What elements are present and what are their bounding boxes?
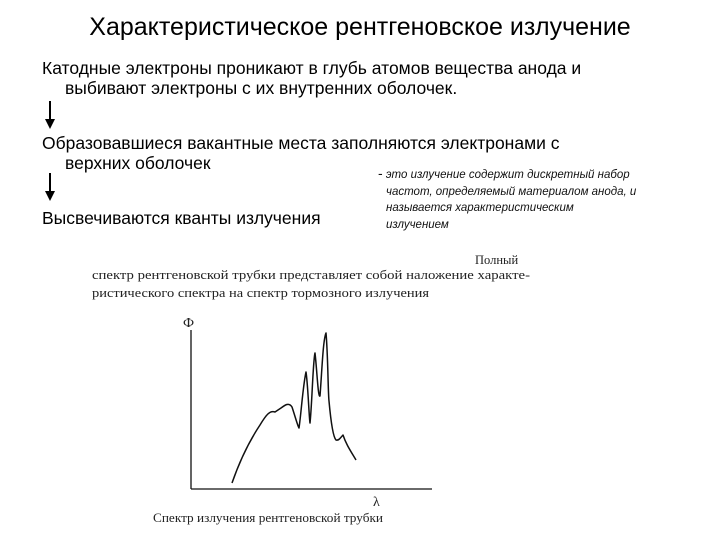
side-note-line-1 <box>378 165 713 184</box>
slide-title: Характеристическое рентгеновское излучение <box>89 13 631 41</box>
down-arrow-icon <box>43 172 57 202</box>
note-dash: - <box>378 165 383 181</box>
note-line-text: это излучение содержит дискретный набор <box>385 169 630 181</box>
figure-caption-right-top: Полный <box>475 253 519 267</box>
paragraph-3-line-1: Высвечиваются кванты излучения <box>42 208 321 228</box>
spectrum-curve <box>232 333 356 483</box>
down-arrow-icon <box>43 100 57 130</box>
y-axis-label: Ф <box>183 316 195 331</box>
figure-bottom-caption: Спектр излучения рентгеновской трубки <box>153 511 384 525</box>
side-note-line-2: частот, определяемый материалом анода, и <box>386 185 637 198</box>
side-note <box>378 165 713 233</box>
side-note-line-3: называется характеристическим <box>386 202 574 214</box>
figure-caption-line-1: спектр рентгеновской трубки представляет собой наложение характе- <box>92 268 530 282</box>
paragraph-1-line-2: выбивают электроны с их внутренних оболочек. <box>65 78 458 98</box>
paragraph-3 <box>42 208 321 228</box>
paragraph-2-line-2: верхних оболочек <box>65 153 211 173</box>
figure-caption-line-2: ристического спектра на спектр тормозного излучения <box>92 286 430 300</box>
paragraph-2-line-1: Образовавшиеся вакантные места заполняются электронами с <box>42 133 560 153</box>
paragraph-1-line-1: Катодные электроны проникают в глубь атомов вещества анода и <box>42 58 582 78</box>
x-axis-label: λ <box>373 495 380 510</box>
side-note-line-4: излучением <box>386 218 449 231</box>
paragraph-1 <box>42 58 581 98</box>
spectrum-figure <box>70 245 570 535</box>
